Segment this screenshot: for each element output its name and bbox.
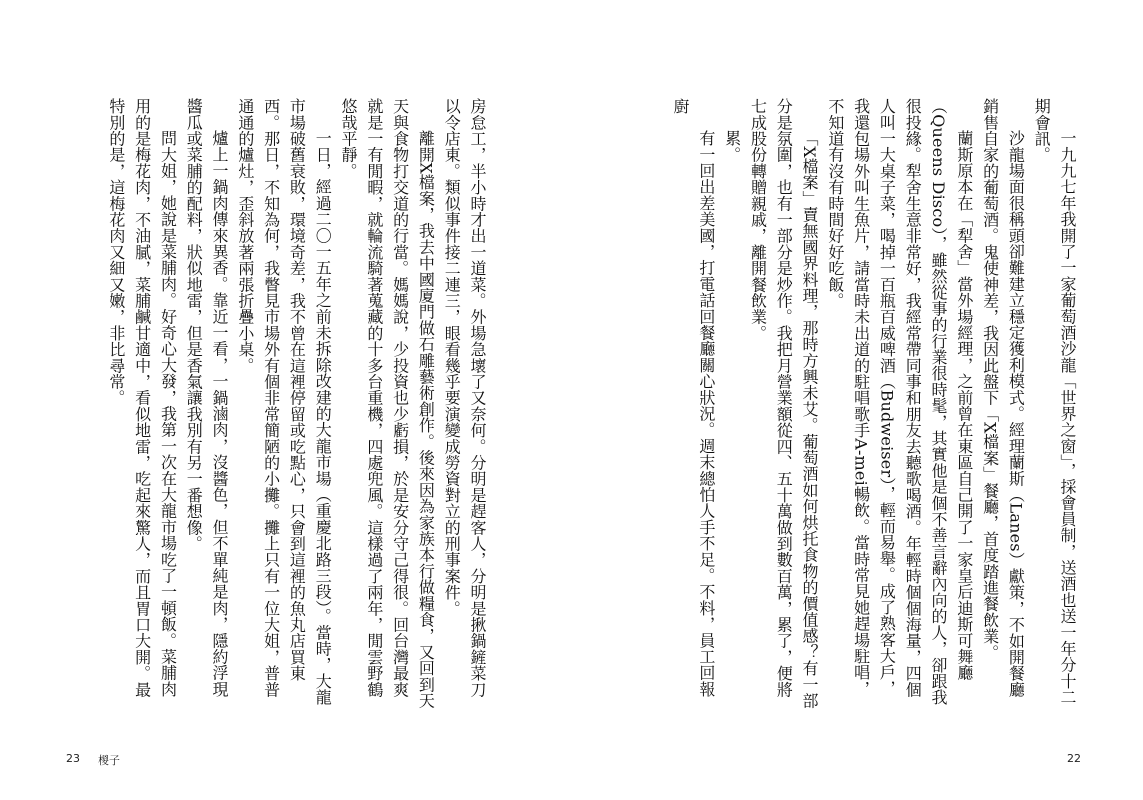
left-page-text — [66, 98, 490, 710]
page-number: 23 — [66, 752, 80, 765]
paragraph: 「X檔案」賣無國界料理，那時方興未艾。葡萄酒如何烘托食物的價值感？有一部分是氛圍，也有一部分是炒作。我把月營業額從四、五十萬做到數百萬，累了，便將七成股份轉贈親戚，離開餐飲業。 — [748, 98, 820, 709]
paragraph: 離開X檔案，我去中國廈門做石雕藝術創作。後來因為家族本行做糧食，又回到天天與食物打交道的行當。媽媽說，少投資也少虧損，於是安分守己得很。回台灣最爽就是一有閒暇，就輪流騎著蒐藏的十多台重機，四處兜風。這樣過了兩年，閒雲野鶴悠哉平靜。 — [339, 98, 436, 709]
paragraph: 累。 — [722, 130, 742, 163]
page-number: 22 — [1067, 752, 1081, 765]
left-page — [0, 0, 571, 800]
paragraph: 一九九七年我開了一家葡萄酒沙龍「世界之窗」，採會員制，送酒也送一年分十二期會訊。 — [1032, 98, 1077, 706]
paragraph: 蘭斯原本在「犁舍」當外場經理，之前曾在東區自己開了一家皇后迪斯可舞廳（Queens Disco），雖然從事的行業很時髦，其實他是個不善言辭內向的人，卻跟我很投緣。犁舍生意非常好，我經常帶同事和朋友去聽歌喝酒。年輕時個個海量，四個人叫一大桌子菜，喝掉一百瓶百威啤酒（Budweiser），輕而易舉。成了熟客大戶，我還包場外叫生魚片，請當時未出道的駐唱歌手A-mei暢飲。當時常見她趕場駐唱，不知道有沒有時間好好吃飯。 — [825, 98, 974, 706]
paragraph: 問大姐，她說是菜脯肉。好奇心大發，我第一次在大龍市場吃了一頓飯。菜脯肉用的是梅花肉，不油膩，菜脯鹹甘適中，看似地雷，吃起來驚人，而且胃口大開。最特別的是，這梅花肉又細又嫩，非比尋常。 — [106, 98, 178, 698]
paragraph: 有一回出差美國，打電話回餐廳關心狀況。週末總怕人手不足。不料，員工回報廚 — [671, 98, 716, 697]
right-page — [572, 0, 1143, 800]
running-head: 椶子 — [98, 754, 120, 767]
paragraph: 沙龍場面很稱頭卻難建立穩定獲利模式。經理蘭斯（Lanes）獻策，不如開餐廳銷售自家的葡萄酒。鬼使神差，我因此盤下「X檔案」餐廳，首度踏進餐飲業。 — [980, 98, 1026, 698]
paragraph: 房怠工，半小時才出一道菜。外場急壞了又奈何。分明是趕客人，分明是揪鍋鏟菜刀以令店東。類似事件接二連三，眼看幾乎要演變成勞資對立的刑事案件。 — [442, 98, 487, 698]
paragraph: 爐上一鍋肉傳來異香。靠近一看，一鍋滷肉，沒醬色，但不單純是肉，隱約浮現醬瓜或菜脯的配料，狀似地雷，但是香氣讓我別有另一番想像。 — [184, 98, 230, 697]
right-page-text — [639, 98, 1080, 710]
paragraph: 一日，經過二〇一五年之前未拆除改建的大龍市場（重慶北路三段）。當時，大龍市場破舊衰敗，環境奇差，我不曾在這裡停留或吃點心，只會到這裡的魚丸店買東西。那日，不知為何，我瞥見市場外有個非常簡陋的小攤。攤上只有一位大姐，普普通通的爐灶，歪斜放著兩張折疊小桌。 — [235, 98, 333, 706]
